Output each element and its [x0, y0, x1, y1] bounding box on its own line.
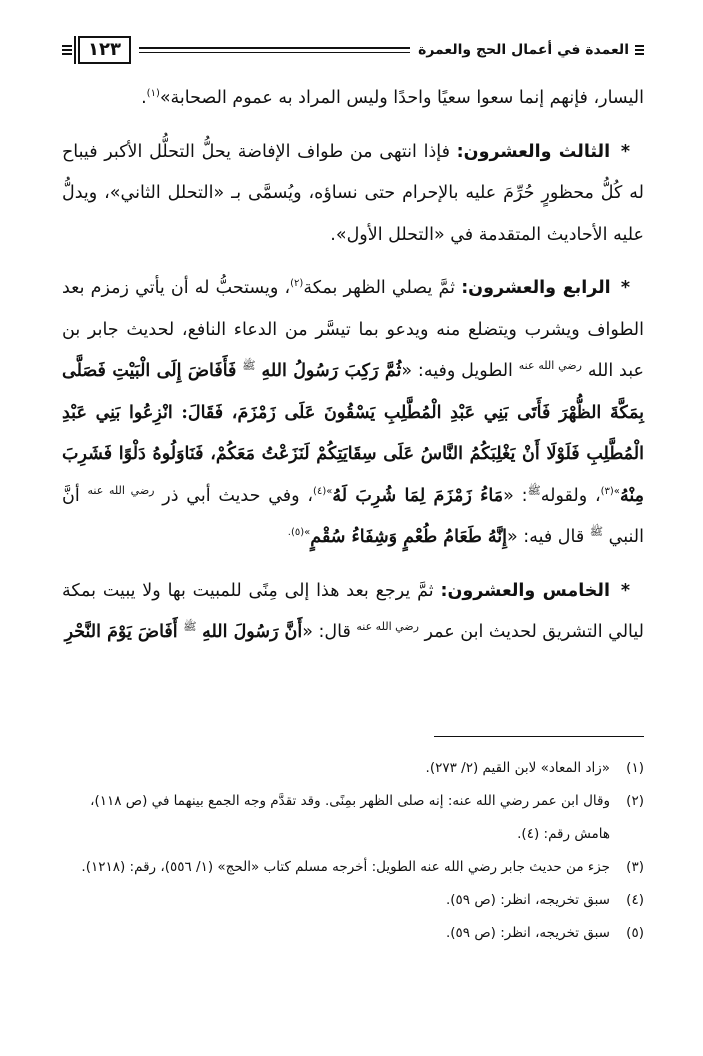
- honorific-saw: ﷺ: [183, 620, 197, 634]
- footnote-ref-5: »(٥).: [287, 527, 311, 539]
- section-heading-23: الثالث والعشرون:: [456, 141, 611, 162]
- paragraph-23-text: فإذا انتهى من طواف الإفاضة يحلُّ التحلُّل الأكبر فيباح له كُلُّ محظورٍ حُرِّمَ عليه بالإحرام حتى نساؤه، ويُسمَّى بـ «التحلل الثاني»، ويدلُّ عليه الأحاديث المتقدمة في «التحلل الأول».: [62, 141, 644, 245]
- main-text: [62, 78, 644, 654]
- footnote-ref-1: (١): [146, 88, 160, 100]
- section-heading-25: الخامس والعشرون:: [440, 580, 610, 601]
- footnote-number: (٣): [626, 859, 644, 875]
- footnote-number: (٤): [626, 892, 644, 908]
- book-page: [62, 30, 644, 1030]
- footnote-ref-3: »(٣): [600, 485, 620, 497]
- page-number-box: [62, 36, 131, 64]
- page-number: ١٢٣: [78, 36, 131, 64]
- page-number-bars-icon: [62, 43, 72, 57]
- honorific-ra: رضي الله عنه: [518, 359, 582, 373]
- footnote-text: سبق تخريجه، انظر: (ص ٥٩).: [445, 892, 610, 908]
- honorific-saw: ﷺ: [589, 525, 604, 539]
- footnotes: [62, 752, 644, 950]
- footnote-text: «زاد المعاد» لابن القيم (٢/ ٢٧٣).: [425, 760, 610, 776]
- hadith-text: فَأَفَاضَ إِلَى الْبَيْتِ فَصَلَّى بِمَكَّةَ الظُّهْرَ فَأَتَى بَنِي عَبْدِ الْمُطَّلِبِ يَسْقُونَ عَلَى زَمْزَمَ، فَقَالَ: انْزِعُوا بَنِي عَبْدِ الْمُطَّلِبِ فَلَوْلَا أَنْ يَغْلِبَكُمُ النَّاسُ عَلَى سِقَايَتِكُمْ لَنَزَعْتُ مَعَكُمْ، فَنَاوَلُوهُ دَلْوًا فَشَرِبَ مِنْهُ: [62, 361, 644, 506]
- header-title-text: العمدة في أعمال الحج والعمرة: [418, 42, 629, 58]
- header-bars-icon: [635, 43, 644, 57]
- footnote-ref-4: »(٤): [313, 485, 333, 497]
- footnote-2: [62, 785, 644, 851]
- footnote-4: [62, 884, 644, 917]
- header-rule: [139, 47, 410, 53]
- hadith-text: إِنَّهُ طَعَامُ طُعْمٍ وَشِفَاءُ سُقْمٍ: [310, 527, 508, 547]
- paragraph-24: * الرابع والعشرون: ثمَّ يصلي الظهر بمكة$^{(٢)}$، ويستحبُّ له أن يأتي زمزم بعد الطواف ويشرب ويتضلع منه ويدعو بما تيسَّر من الدعاء النافع، لحديث جابر بن عبد الله $^{رضي الله عنه}$ الطويل وفيه: «ثُمَّ رَكِبَ رَسُولُ اللهِ $^ﷺ$ فَأَفَاضَ إِلَى الْبَيْتِ فَصَلَّى بِمَكَّةَ الظُّهْرَ فَأَتَى بَنِي عَبْدِ الْمُطَّلِبِ يَسْقُونَ عَلَى زَمْزَمَ، فَقَالَ: انْزِعُوا بَنِي عَبْدِ الْمُطَّلِبِ فَلَوْلَا أَنْ يَغْلِبَكُمُ النَّاسُ عَلَى سِقَايَتِكُمْ لَنَزَعْتُ مَعَكُمْ، فَنَاوَلُوهُ دَلْوًا فَشَرِبَ مِنْهُ$^{»(٣)}$، ولقوله$^ﷺ$: «مَاءُ زَمْزَمَ لِمَا شُرِبَ لَهُ$^{»(٤)}$، وفي حديث أبي ذر $^{رضي الله عنه}$ أنَّ النبي $^ﷺ$ قال فيه: «إِنَّهُ طَعَامُ طُعْمٍ وَشِفَاءُ سُقْمٍ$^{»(٥).}$: [62, 278, 644, 547]
- honorific-ra: رضي الله عنه: [356, 620, 419, 634]
- intro-line: اليسار، فإنهم إنما سعوا سعيًا واحدًا وليس المراد به عموم الصحابة»$^{(١)}$.: [141, 88, 644, 108]
- honorific-saw: ﷺ: [527, 483, 541, 497]
- footnote-text: وقال ابن عمر رضي الله عنه: إنه صلى الظهر بمِنًى. وقد تقدَّم وجه الجمع بينهما في (ص ١١٨)، هامش رقم: (٤).: [90, 793, 610, 842]
- footnote-number: (٢): [626, 793, 644, 809]
- paragraph-23: [62, 132, 644, 257]
- footnote-1: [62, 752, 644, 785]
- footnote-ref-2: (٢): [290, 278, 304, 290]
- footnote-text: جزء من حديث جابر رضي الله عنه الطويل: أخرجه مسلم كتاب «الحج» (١/ ٥٥٦)، رقم: (١٢١٨).: [81, 859, 610, 875]
- honorific-ra: رضي الله عنه: [87, 483, 155, 497]
- paragraph-25: * الخامس والعشرون: ثمَّ يرجع بعد هذا إلى مِنًى للمبيت بها ولا يبيت بمكة ليالي التشريق لحديث ابن عمر $^{رضي الله عنه}$ قال: «أَنَّ رَسُولَ اللهِ $^ﷺ$ أَفَاضَ يَوْمَ النَّحْرِ: [62, 580, 644, 642]
- footnote-5: [62, 917, 644, 950]
- asterisk-marker: *: [620, 141, 630, 162]
- footnote-separator: [434, 736, 644, 737]
- hadith-text: مَاءُ زَمْزَمَ لِمَا شُرِبَ لَهُ: [332, 485, 504, 506]
- hadith-text: أَنَّ رَسُولَ اللهِ: [202, 622, 303, 642]
- footnote-text: سبق تخريجه، انظر: (ص ٥٩).: [445, 925, 610, 941]
- running-header: [62, 30, 644, 70]
- honorific-saw: ﷺ: [242, 359, 256, 373]
- hadith-text: ثُمَّ رَكِبَ رَسُولُ اللهِ: [261, 361, 402, 381]
- header-title: [418, 42, 644, 58]
- footnote-3: [62, 851, 644, 884]
- footnote-number: (٥): [626, 925, 644, 941]
- asterisk-marker: *: [620, 580, 630, 601]
- asterisk-marker: *: [620, 278, 630, 298]
- section-heading-24: الرابع والعشرون:: [461, 278, 611, 298]
- hadith-text: أَفَاضَ يَوْمَ النَّحْرِ: [64, 622, 178, 642]
- footnote-number: (١): [626, 760, 644, 776]
